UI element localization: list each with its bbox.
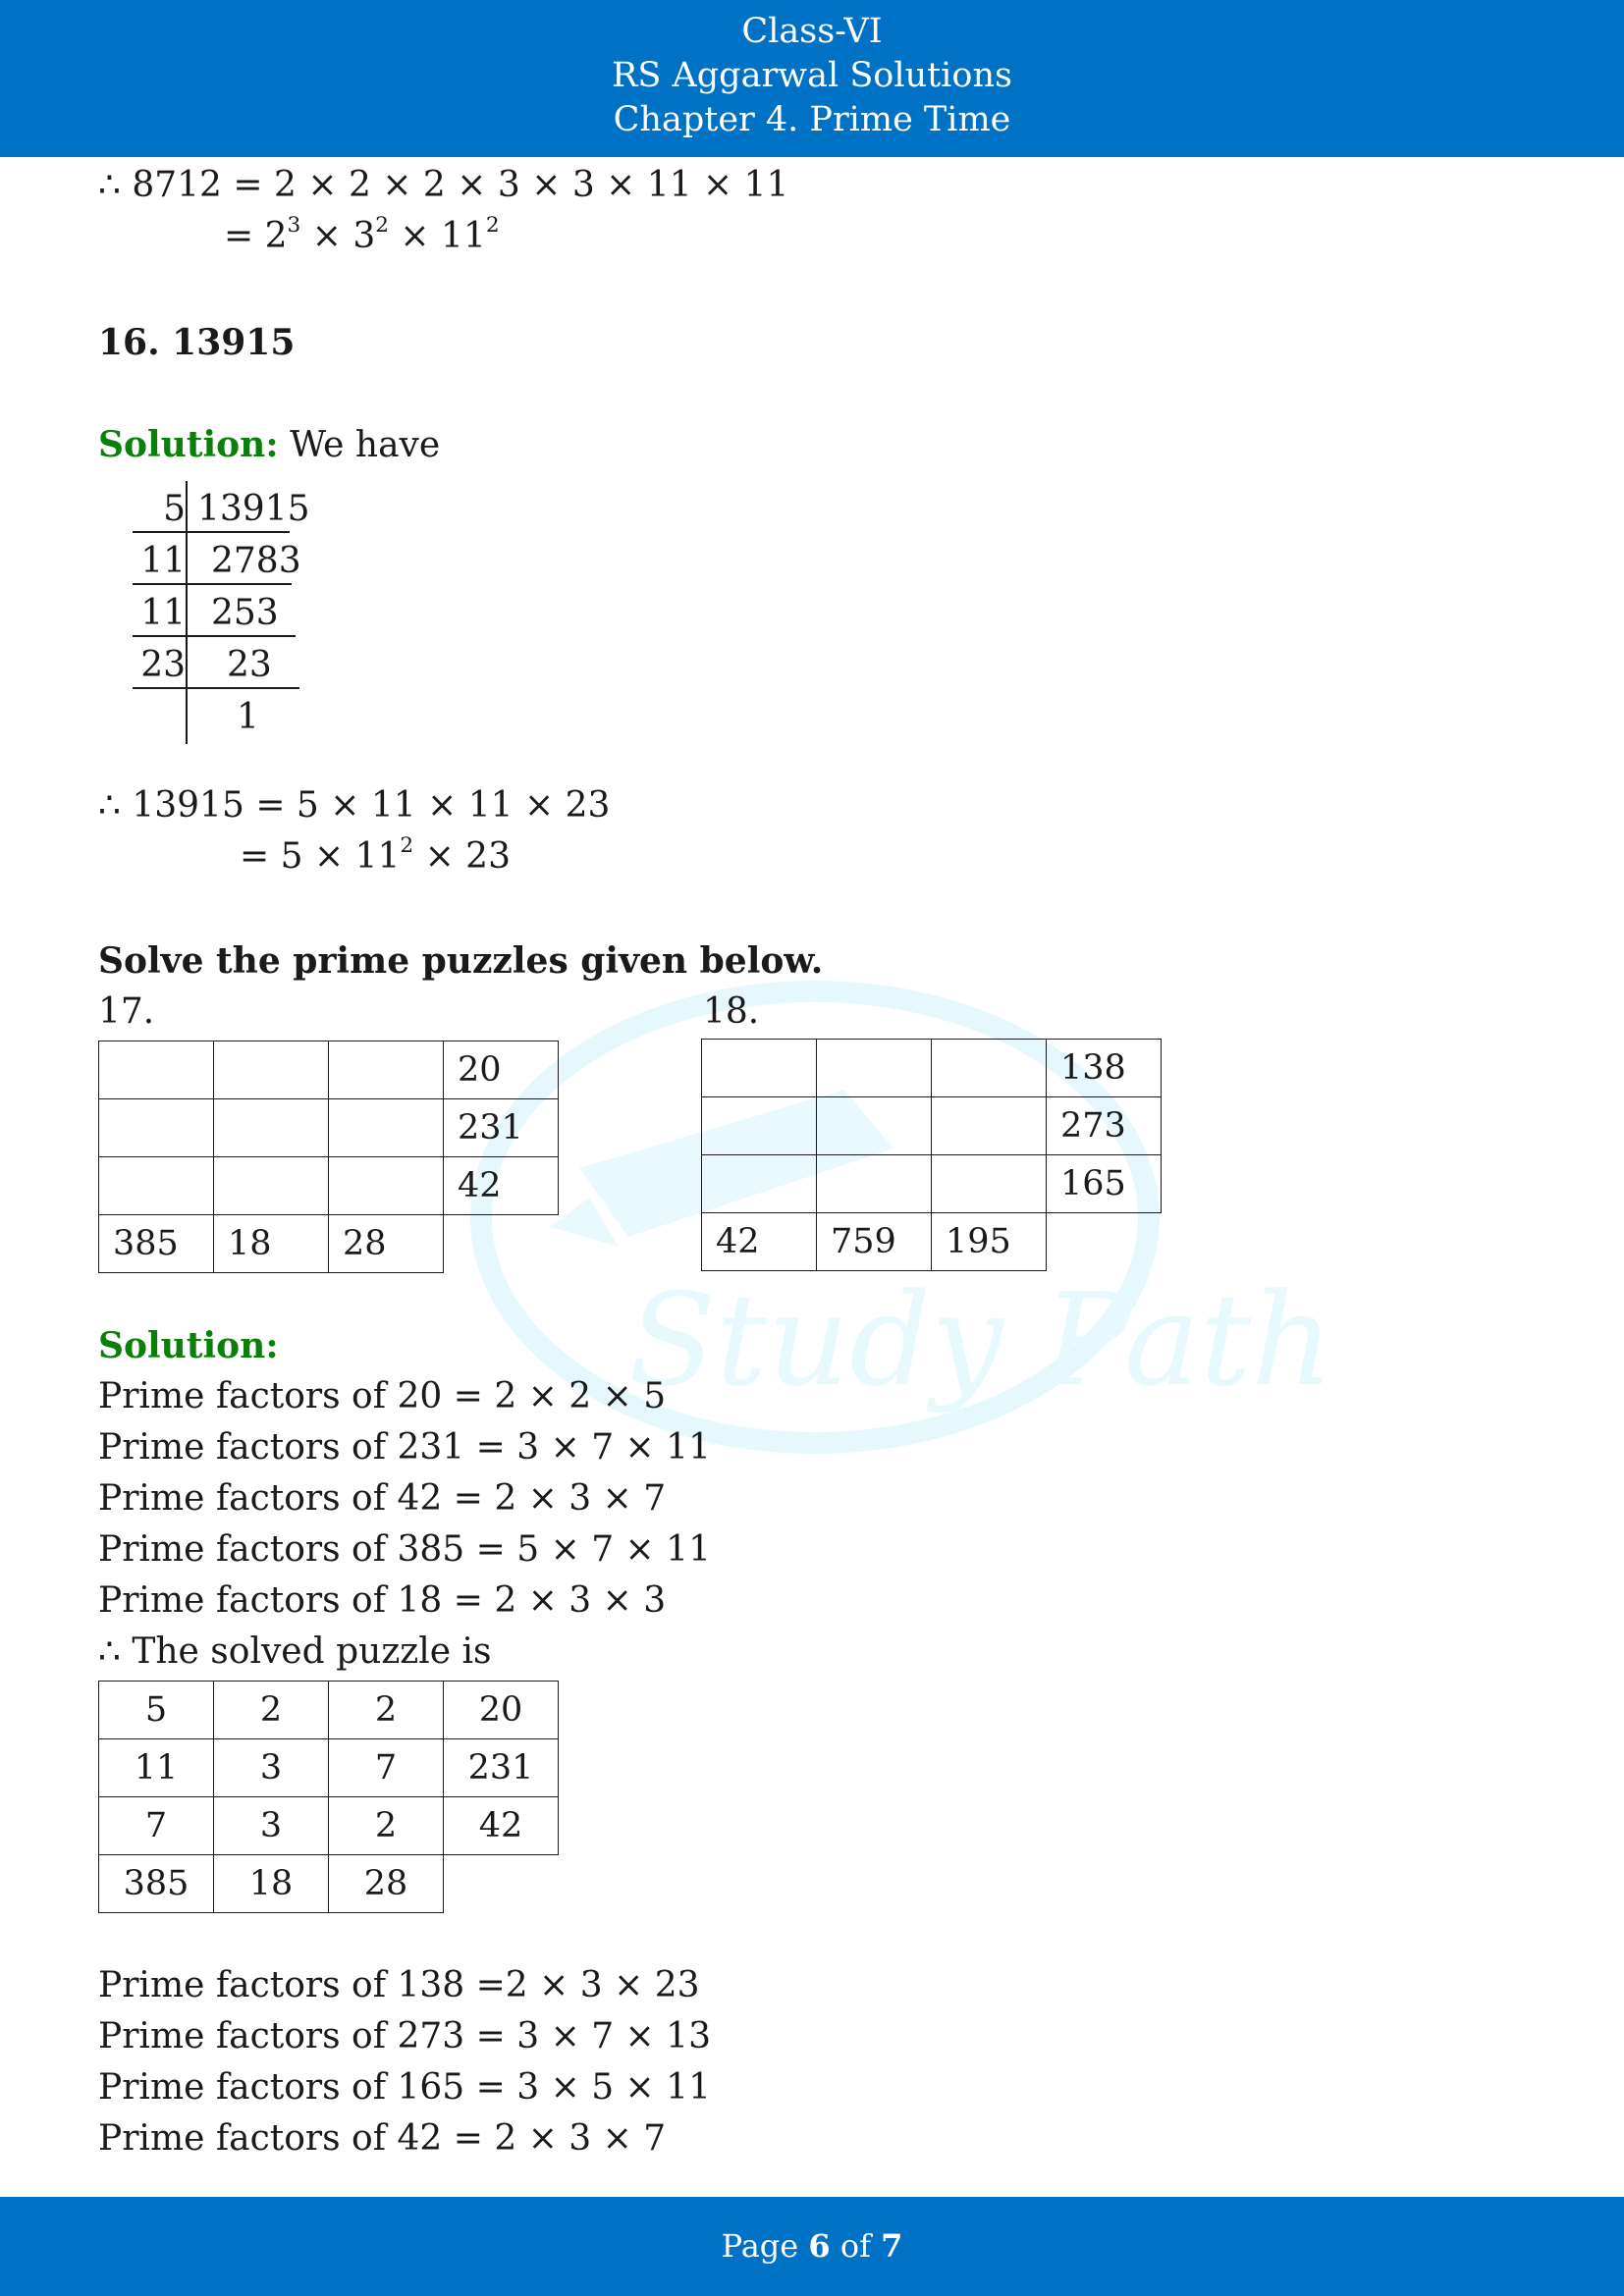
grid-cell: 20 (444, 1041, 559, 1099)
grid-cell: 231 (444, 1739, 559, 1797)
grid-cell: 2 (329, 1797, 444, 1855)
question-16-title: 16. 13915 (98, 322, 296, 363)
factor-line: Prime factors of 42 = 2 × 3 × 7 (98, 1478, 667, 1519)
grid-cell (932, 1155, 1047, 1213)
grid-cell (702, 1097, 817, 1155)
ladder-quotient: 253 (211, 593, 279, 633)
grid-cell: 273 (1047, 1097, 1162, 1155)
ladder-divisor: 23 (140, 645, 186, 685)
q16-solution-line: Solution: We have (98, 424, 441, 465)
solved-puzzle-intro: ∴ The solved puzzle is (98, 1631, 492, 1672)
grid-cell (99, 1099, 214, 1157)
grid-cell: 20 (444, 1682, 559, 1739)
grid-cell (329, 1099, 444, 1157)
grid-cell: 385 (99, 1855, 214, 1913)
header-book: RS Aggarwal Solutions (612, 56, 1012, 95)
factor-line: Prime factors of 20 = 2 × 2 × 5 (98, 1376, 667, 1416)
prev-result-line1: ∴ 8712 = 2 × 2 × 2 × 3 × 3 × 11 × 11 (98, 165, 789, 205)
factor-line: Prime factors of 385 = 5 × 7 × 11 (98, 1529, 711, 1570)
ladder-quotient: 2783 (211, 541, 301, 581)
grid-cell (932, 1097, 1047, 1155)
prev-result-line2: = $2^3 \times 3^2 \times 11^2$ (224, 212, 500, 256)
page-total: 7 (881, 2227, 903, 2265)
header-chapter: Chapter 4. Prime Time (613, 100, 1011, 139)
page-number: 6 (808, 2227, 831, 2265)
grid-cell: 11 (99, 1739, 214, 1797)
puzzle-18-label: 18. (703, 991, 760, 1032)
grid-cell (932, 1040, 1047, 1097)
of-word: of (839, 2227, 871, 2265)
puzzle-17-label: 17. (98, 991, 155, 1032)
grid-cell: 18 (214, 1855, 329, 1913)
ladder-quotient: 13915 (197, 489, 310, 529)
grid-cell: 42 (702, 1213, 817, 1271)
ladder-divisor: 5 (163, 489, 186, 529)
solved-puzzle-grid (98, 1681, 559, 1913)
grid-cell (444, 1855, 559, 1913)
grid-cell (444, 1215, 559, 1273)
grid-cell (214, 1099, 329, 1157)
page-footer (0, 2197, 1624, 2296)
grid-cell (214, 1157, 329, 1215)
grid-cell (817, 1155, 932, 1213)
grid-cell: 2 (214, 1682, 329, 1739)
q16-result-line1: ∴ 13915 = 5 × 11 × 11 × 23 (98, 785, 611, 826)
factor-line: Prime factors of 18 = 2 × 3 × 3 (98, 1580, 667, 1621)
grid-cell (99, 1041, 214, 1099)
grid-cell (214, 1041, 329, 1099)
grid-cell: 3 (214, 1739, 329, 1797)
puzzle-17-grid (98, 1041, 559, 1273)
grid-cell: 165 (1047, 1155, 1162, 1213)
puzzle-18-grid (701, 1039, 1162, 1271)
grid-cell (329, 1157, 444, 1215)
header-class: Class-VI (741, 12, 883, 51)
grid-cell: 7 (99, 1797, 214, 1855)
grid-cell (817, 1097, 932, 1155)
ladder-quotient: 1 (237, 697, 259, 737)
grid-cell: 5 (99, 1682, 214, 1739)
grid-cell (702, 1155, 817, 1213)
solution-label: Solution: (98, 1325, 279, 1366)
grid-cell: 28 (329, 1215, 444, 1273)
grid-cell: 18 (214, 1215, 329, 1273)
q16-result-line2: = $5 \times 11^2 \times 23$ (240, 832, 511, 877)
grid-cell: 42 (444, 1157, 559, 1215)
puzzles-heading: Solve the prime puzzles given below. (98, 940, 824, 982)
ladder-quotient: 23 (227, 645, 272, 685)
grid-cell (702, 1040, 817, 1097)
ladder-divisor: 11 (140, 593, 186, 633)
page-word: Page (721, 2227, 799, 2265)
factor-line: Prime factors of 165 = 3 × 5 × 11 (98, 2067, 711, 2108)
factor-line: Prime factors of 138 =2 × 3 × 23 (98, 1965, 700, 2005)
grid-cell: 7 (329, 1739, 444, 1797)
grid-cell (329, 1041, 444, 1099)
page-header (0, 0, 1624, 157)
grid-cell: 28 (329, 1855, 444, 1913)
grid-cell: 231 (444, 1099, 559, 1157)
grid-cell: 195 (932, 1213, 1047, 1271)
grid-cell (99, 1157, 214, 1215)
grid-cell: 2 (329, 1682, 444, 1739)
grid-cell: 759 (817, 1213, 932, 1271)
grid-cell (817, 1040, 932, 1097)
grid-cell: 138 (1047, 1040, 1162, 1097)
watermark-text: Study Path (628, 1265, 1334, 1415)
factor-line: Prime factors of 231 = 3 × 7 × 11 (98, 1427, 711, 1468)
grid-cell (1047, 1213, 1162, 1271)
solution-label: Solution: (98, 424, 279, 465)
grid-cell: 3 (214, 1797, 329, 1855)
grid-cell: 385 (99, 1215, 214, 1273)
factor-line: Prime factors of 42 = 2 × 3 × 7 (98, 2118, 667, 2159)
grid-cell: 42 (444, 1797, 559, 1855)
factor-line: Prime factors of 273 = 3 × 7 × 13 (98, 2016, 711, 2056)
ladder-divisor: 11 (140, 541, 186, 581)
